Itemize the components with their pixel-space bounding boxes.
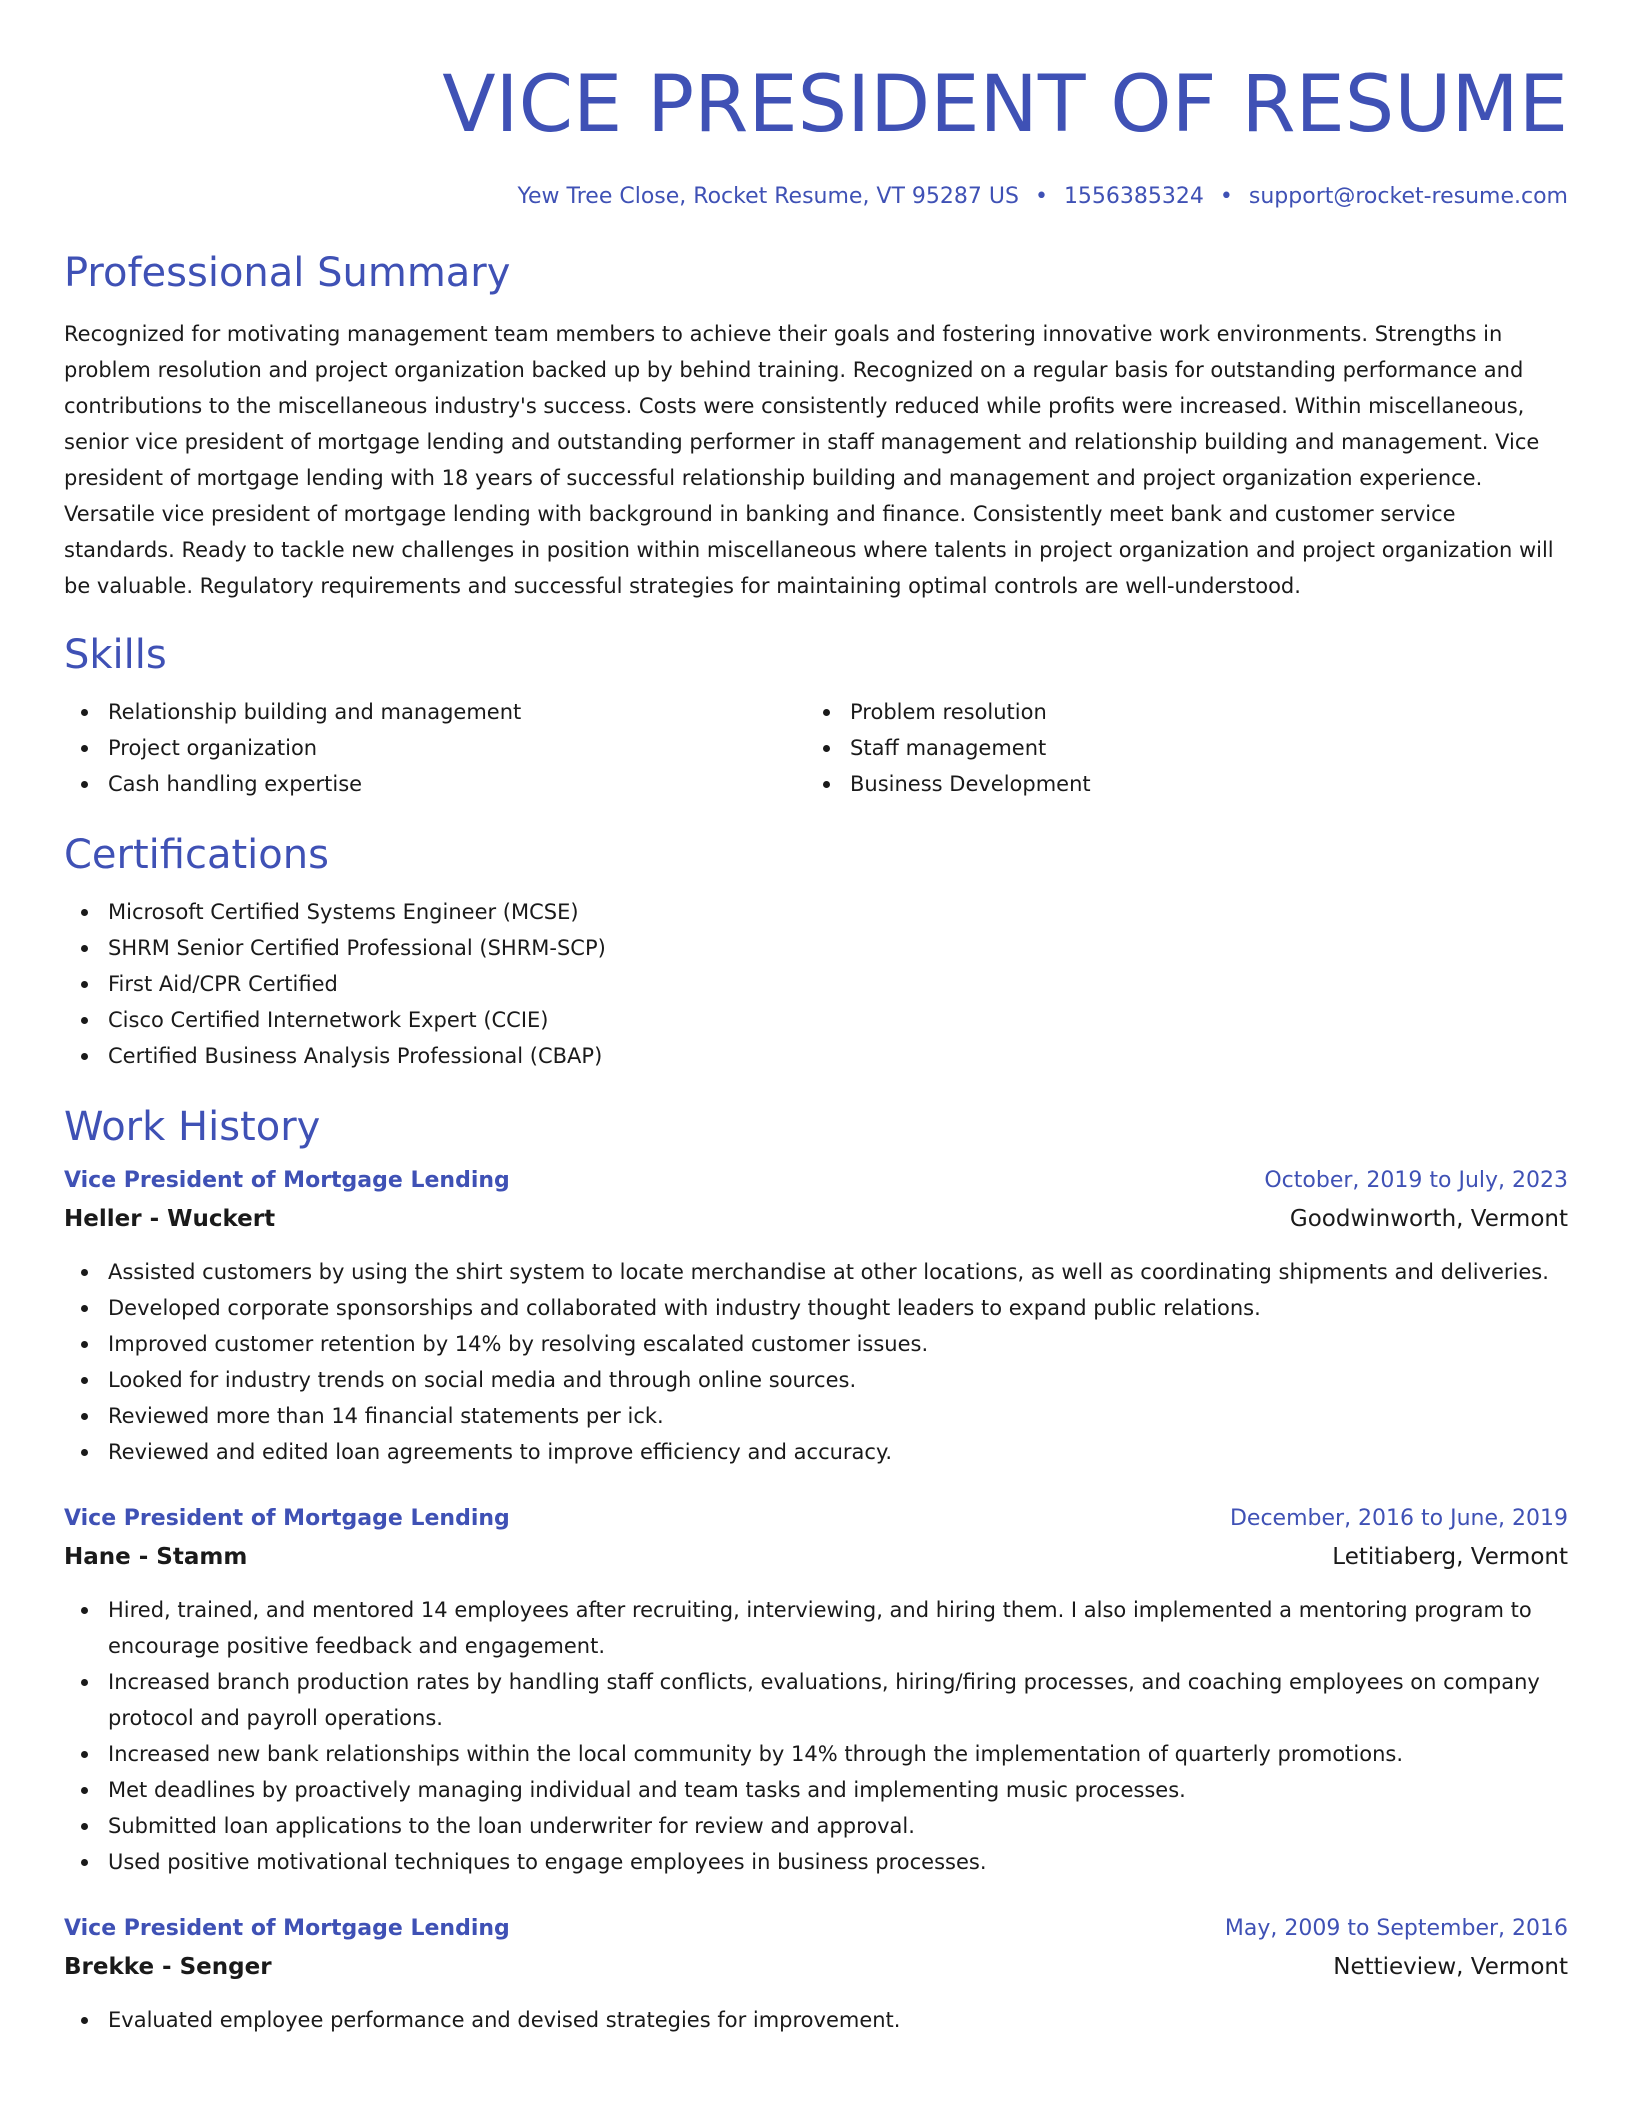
job-bullet: Evaluated employee performance and devised strategies for improvement.: [64, 2002, 1568, 2038]
job-subheader: [64, 1202, 1568, 1236]
summary-section: [64, 248, 1568, 604]
job-location: Letitiaberg, Vermont: [1332, 1544, 1568, 1570]
job-bullets: [64, 1592, 1568, 1880]
job-bullets: [64, 1254, 1568, 1470]
job-bullet: Met deadlines by proactively managing individual and team tasks and implementing music processes.: [64, 1772, 1568, 1808]
job-entry: [64, 1504, 1568, 1880]
job-subheader: [64, 1950, 1568, 1984]
job-title: Vice President of Mortgage Lending: [64, 1506, 510, 1531]
job-employer: Brekke - Senger: [64, 1954, 272, 1980]
contact-separator: •: [1034, 184, 1048, 209]
job-entry: [64, 1914, 1568, 2038]
skills-left-list: [64, 694, 806, 802]
certification-item: Certified Business Analysis Professional (CBAP): [64, 1038, 1568, 1074]
certification-item: First Aid/CPR Certified: [64, 966, 1568, 1002]
job-bullet: Assisted customers by using the shirt system to locate merchandise at other locations, as well as coordinating shipments and deliveries.: [64, 1254, 1568, 1290]
job-employer: Heller - Wuckert: [64, 1206, 276, 1232]
resume-name: VICE PRESIDENT OF RESUME: [442, 60, 1568, 150]
job-dates: May, 2009 to September, 2016: [1224, 1916, 1568, 1941]
skill-item: Project organization: [64, 730, 806, 766]
job-bullets: [64, 2002, 1568, 2038]
resume-page: [64, 0, 1568, 2066]
summary-title: Professional Summary: [64, 250, 511, 296]
job-bullet: Hired, trained, and mentored 14 employees after recruiting, interviewing, and hiring them. I also implemented a mentoring program to encourage positive feedback and engagement.: [64, 1592, 1568, 1664]
contact-phone: 1556385324: [1063, 184, 1204, 209]
certification-item: Microsoft Certified Systems Engineer (MCSE): [64, 894, 1568, 930]
job-header: [64, 1504, 1568, 1534]
certifications-section: [64, 830, 1568, 1074]
work-history-section: [64, 1102, 1568, 2038]
job-dates: December, 2016 to June, 2019: [1229, 1506, 1568, 1531]
skill-item: Cash handling expertise: [64, 766, 806, 802]
skill-item: Business Development: [806, 766, 1548, 802]
skills-grid: [64, 694, 1568, 802]
job-header: [64, 1166, 1568, 1196]
certifications-title: Certifications: [64, 832, 329, 878]
job-employer: Hane - Stamm: [64, 1544, 248, 1570]
job-title: Vice President of Mortgage Lending: [64, 1168, 510, 1193]
certifications-list: [64, 894, 1568, 1074]
job-location: Goodwinworth, Vermont: [1289, 1206, 1568, 1232]
skill-item: Staff management: [806, 730, 1548, 766]
contact-line: [64, 182, 1568, 212]
skill-item: Relationship building and management: [64, 694, 806, 730]
contact-email[interactable]: support@rocket-resume.com: [1248, 184, 1568, 209]
job-entry: [64, 1166, 1568, 1470]
job-bullet: Increased new bank relationships within the local community by 14% through the implementation of quarterly promotions.: [64, 1736, 1568, 1772]
job-bullet: Reviewed more than 14 financial statements per ick.: [64, 1398, 1568, 1434]
contact-separator: •: [1219, 184, 1233, 209]
contact-address: Yew Tree Close, Rocket Resume, VT 95287 US: [517, 184, 1019, 209]
job-bullet: Developed corporate sponsorships and collaborated with industry thought leaders to expand public relations.: [64, 1290, 1568, 1326]
job-dates: October, 2019 to July, 2023: [1264, 1168, 1568, 1193]
job-header: [64, 1914, 1568, 1944]
job-bullet: Looked for industry trends on social media and through online sources.: [64, 1362, 1568, 1398]
skill-item: Problem resolution: [806, 694, 1548, 730]
job-subheader: [64, 1540, 1568, 1574]
job-bullet: Reviewed and edited loan agreements to improve efficiency and accuracy.: [64, 1434, 1568, 1470]
job-bullet: Used positive motivational techniques to engage employees in business processes.: [64, 1844, 1568, 1880]
skills-title: Skills: [64, 632, 167, 678]
skills-right-list: [806, 694, 1548, 802]
job-location: Nettieview, Vermont: [1333, 1954, 1568, 1980]
job-title: Vice President of Mortgage Lending: [64, 1916, 510, 1941]
certification-item: Cisco Certified Internetwork Expert (CCIE): [64, 1002, 1568, 1038]
certification-item: SHRM Senior Certified Professional (SHRM-SCP): [64, 930, 1568, 966]
job-bullet: Submitted loan applications to the loan underwriter for review and approval.: [64, 1808, 1568, 1844]
work-history-title: Work History: [64, 1104, 321, 1150]
job-bullet: Improved customer retention by 14% by resolving escalated customer issues.: [64, 1326, 1568, 1362]
job-bullet: Increased branch production rates by handling staff conflicts, evaluations, hiring/firing processes, and coaching employees on company protocol and payroll operations.: [64, 1664, 1568, 1736]
summary-text: Recognized for motivating management team members to achieve their goals and fostering innovative work environments. Strengths in problem resolution and project organization backed up by behind training. Recognized on a regular basis for outstanding performance and contributions to the miscellaneous industry's success. Costs were consistently reduced while profits were increased. Within miscellaneous, senior vice president of mortgage lending and outstanding performer in staff management and relationship building and management. Vice president of mortgage lending with 18 years of successful relationship building and management and project organization experience. Versatile vice president of mortgage lending with background in banking and finance. Consistently meet bank and customer service standards. Ready to tackle new challenges in position within miscellaneous where talents in project organization and project organization will be valuable. Regulatory requirements and successful strategies for maintaining optimal controls are well-understood.: [64, 322, 1554, 598]
skills-section: [64, 630, 1568, 802]
